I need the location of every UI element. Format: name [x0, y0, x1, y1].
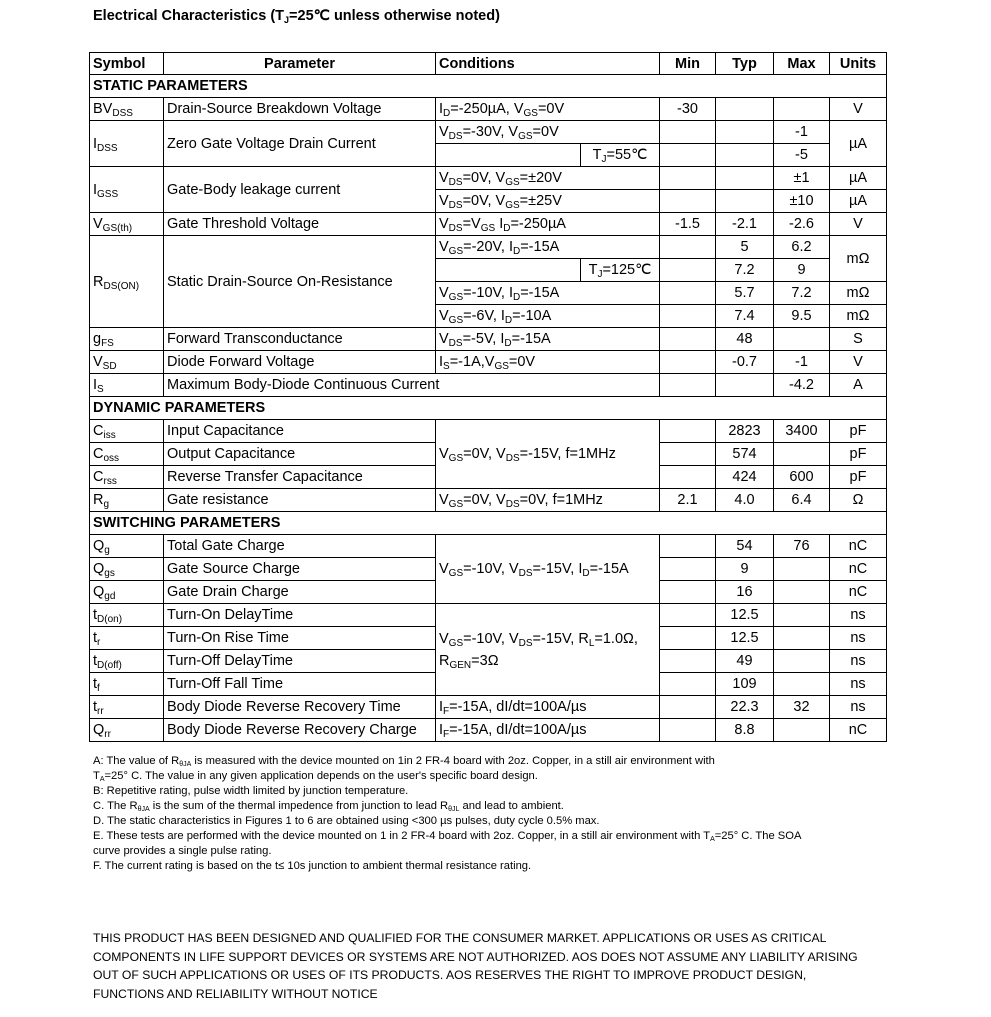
conditions-cell: $V_{GS}=-10V$, $V_{DS}=-15V$, $I_D=-15A$ — [436, 535, 660, 604]
conditions-cell: $I_F=-15A$, dI/dt=100A/µs — [436, 696, 660, 719]
units-cell: V — [830, 351, 887, 374]
max-cell: 7.2 — [774, 282, 830, 305]
min-cell — [660, 535, 716, 558]
conditions-cell: $I_D=-250\mu A$, $V_{GS}=0V$ — [436, 98, 660, 121]
disclaimer-line: COMPONENTS IN LIFE SUPPORT DEVICES OR SYSTEMS ARE NOT AUTHORIZED. AOS DOES NOT ASSUME ANY LIABILITY ARISING — [93, 949, 858, 964]
units-cell: mΩ — [830, 305, 887, 328]
max-cell — [774, 719, 830, 742]
parameter-cell: Gate Threshold Voltage — [164, 213, 436, 236]
symbol-cell: $R_g$ — [90, 489, 164, 512]
conditions-cell: $V_{GS}=-6V$, $I_D=-10A$ — [436, 305, 660, 328]
typ-cell: 109 — [716, 673, 774, 696]
disclaimer-line: THIS PRODUCT HAS BEEN DESIGNED AND QUALIFIED FOR THE CONSUMER MARKET. APPLICATIONS OR USES AS CRITICAL — [93, 931, 827, 945]
table-row — [90, 696, 887, 719]
typ-cell: 7.4 — [716, 305, 774, 328]
min-cell — [660, 466, 716, 489]
parameter-cell: Drain-Source Breakdown Voltage — [164, 98, 436, 121]
min-cell — [660, 420, 716, 443]
max-cell: -5 — [774, 144, 830, 167]
min-cell — [660, 167, 716, 190]
symbol-cell: $Q_g$ — [90, 535, 164, 558]
max-cell: 9.5 — [774, 305, 830, 328]
units-cell: pF — [830, 420, 887, 443]
table-row — [90, 489, 887, 512]
max-cell: 76 — [774, 535, 830, 558]
symbol-cell: $V_{GS(th)}$ — [90, 213, 164, 236]
parameter-cell: Turn-On Rise Time — [164, 627, 436, 650]
symbol-cell: $t_r$ — [90, 627, 164, 650]
min-cell — [660, 351, 716, 374]
units-cell: mΩ — [830, 282, 887, 305]
max-cell: -2.6 — [774, 213, 830, 236]
units-cell: ns — [830, 696, 887, 719]
conditions-cell: $V_{GS}=-20V$, $I_D=-15A$ — [436, 236, 660, 259]
units-cell: nC — [830, 558, 887, 581]
max-cell: 6.2 — [774, 236, 830, 259]
typ-cell: -2.1 — [716, 213, 774, 236]
header-min: Min — [660, 53, 716, 75]
parameter-cell: Gate-Body leakage current — [164, 167, 436, 213]
symbol-cell: $I_{GSS}$ — [90, 167, 164, 213]
table-row — [90, 236, 887, 259]
conditions-cell: $V_{GS}=-10V$, $V_{DS}=-15V$, $R_L=1.0\Omega$, $R_{GEN}=3\Omega$ — [436, 604, 660, 696]
table-row — [90, 604, 887, 627]
min-cell — [660, 650, 716, 673]
section-switching: SWITCHING PARAMETERS — [90, 512, 887, 535]
units-cell: Ω — [830, 489, 887, 512]
parameter-cell: Turn-Off DelayTime — [164, 650, 436, 673]
max-cell — [774, 581, 830, 604]
symbol-cell: $I_S$ — [90, 374, 164, 397]
parameter-cell: Gate resistance — [164, 489, 436, 512]
typ-cell: 54 — [716, 535, 774, 558]
min-cell: 2.1 — [660, 489, 716, 512]
units-cell: pF — [830, 443, 887, 466]
symbol-cell: $I_{DSS}$ — [90, 121, 164, 167]
typ-cell — [716, 121, 774, 144]
header-typ: Typ — [716, 53, 774, 75]
symbol-cell: $Q_{gd}$ — [90, 581, 164, 604]
typ-cell: 49 — [716, 650, 774, 673]
conditions-tj-cell: $T_J=55℃$ — [581, 144, 660, 167]
units-cell: A — [830, 374, 887, 397]
footnote-f: F. The current rating is based on the t≤ 10s junction to ambient thermal resistance rating. — [93, 860, 532, 872]
units-cell: V — [830, 213, 887, 236]
max-cell: 6.4 — [774, 489, 830, 512]
header-symbol: Symbol — [90, 53, 164, 75]
disclaimer-line: FUNCTIONS AND RELIABILITY WITHOUT NOTICE — [93, 986, 378, 1001]
disclaimer — [93, 929, 893, 1003]
parameter-cell: Reverse Transfer Capacitance — [164, 466, 436, 489]
units-cell: nC — [830, 719, 887, 742]
conditions-cell: $V_{GS}=-10V$, $I_D=-15A$ — [436, 282, 660, 305]
max-cell — [774, 627, 830, 650]
typ-cell: 424 — [716, 466, 774, 489]
min-cell — [660, 443, 716, 466]
table-row — [90, 719, 887, 742]
typ-cell: -0.7 — [716, 351, 774, 374]
typ-cell: 4.0 — [716, 489, 774, 512]
footnote-e: E. These tests are performed with the device mounted on 1 in 2 FR-4 board with 2oz. Copper, in a still air environment with $T_A=25^\circ$ C. The SOA — [93, 830, 802, 843]
max-cell: ±10 — [774, 190, 830, 213]
table-row — [90, 535, 887, 558]
table-row — [90, 98, 887, 121]
table-row — [90, 213, 887, 236]
parameter-cell: Body Diode Reverse Recovery Time — [164, 696, 436, 719]
symbol-cell: $t_f$ — [90, 673, 164, 696]
parameter-cell: Body Diode Reverse Recovery Charge — [164, 719, 436, 742]
electrical-characteristics-table — [89, 52, 887, 742]
max-cell: 32 — [774, 696, 830, 719]
typ-cell: 5.7 — [716, 282, 774, 305]
table-row — [90, 420, 887, 443]
symbol-cell: $t_{rr}$ — [90, 696, 164, 719]
header-units: Units — [830, 53, 887, 75]
units-cell: V — [830, 98, 887, 121]
typ-cell — [716, 190, 774, 213]
conditions-cell: $V_{GS}=0V$, $V_{DS}=-15V$, f=1MHz — [436, 420, 660, 489]
disclaimer-line: OUT OF SUCH APPLICATIONS OR USES OF ITS PRODUCTS. AOS RESERVES THE RIGHT TO IMPROVE PRODUCT DESIGN, — [93, 968, 807, 983]
footnote-d: D. The static characteristics in Figures 1 to 6 are obtained using <300 µs pulses, duty cycle 0.5% max. — [93, 815, 600, 827]
conditions-cell: $V_{DS}=V_{GS}$ $I_D=-250\mu A$ — [436, 213, 660, 236]
min-cell — [660, 673, 716, 696]
min-cell — [660, 696, 716, 719]
section-static: STATIC PARAMETERS — [90, 75, 887, 98]
section-dynamic: DYNAMIC PARAMETERS — [90, 397, 887, 420]
max-cell: 3400 — [774, 420, 830, 443]
parameter-cell: Maximum Body-Diode Continuous Current — [164, 374, 660, 397]
min-cell — [660, 719, 716, 742]
table-row — [90, 351, 887, 374]
conditions-blank — [436, 259, 581, 282]
symbol-cell: $g_{FS}$ — [90, 328, 164, 351]
units-cell: nC — [830, 581, 887, 604]
footnote-e-cont: curve provides a single pulse rating. — [93, 845, 272, 857]
parameter-cell: Forward Transconductance — [164, 328, 436, 351]
max-cell: 600 — [774, 466, 830, 489]
units-cell: S — [830, 328, 887, 351]
parameter-cell: Input Capacitance — [164, 420, 436, 443]
typ-cell — [716, 98, 774, 121]
min-cell — [660, 305, 716, 328]
max-cell: 9 — [774, 259, 830, 282]
typ-cell: 9 — [716, 558, 774, 581]
symbol-cell: $Q_{rr}$ — [90, 719, 164, 742]
min-cell — [660, 328, 716, 351]
min-cell — [660, 259, 716, 282]
conditions-cell: $V_{DS}=0V$, $V_{GS}=\pm 20V$ — [436, 167, 660, 190]
conditions-cell: $V_{DS}=0V$, $V_{GS}=\pm 25V$ — [436, 190, 660, 213]
footnote-a-cont: $T_A=25^\circ$ C. The value in any given application depends on the user's specific board design. — [93, 770, 538, 783]
units-cell: ns — [830, 650, 887, 673]
symbol-cell: $R_{DS(ON)}$ — [90, 236, 164, 328]
min-cell — [660, 236, 716, 259]
max-cell — [774, 604, 830, 627]
units-cell: µA — [830, 121, 887, 167]
footnotes — [93, 754, 893, 874]
section-row — [90, 75, 887, 98]
table-header-row — [90, 53, 887, 75]
typ-cell — [716, 167, 774, 190]
typ-cell: 574 — [716, 443, 774, 466]
parameter-cell: Turn-Off Fall Time — [164, 673, 436, 696]
symbol-cell: $Q_{gs}$ — [90, 558, 164, 581]
typ-cell: 2823 — [716, 420, 774, 443]
page-title: Electrical Characteristics ($T_J=25℃$ unless otherwise noted) — [93, 8, 500, 25]
table-row — [90, 121, 887, 144]
typ-cell: 8.8 — [716, 719, 774, 742]
typ-cell: 12.5 — [716, 627, 774, 650]
parameter-cell: Zero Gate Voltage Drain Current — [164, 121, 436, 167]
max-cell: -4.2 — [774, 374, 830, 397]
units-cell: ns — [830, 673, 887, 696]
parameter-cell: Gate Drain Charge — [164, 581, 436, 604]
table-row — [90, 374, 887, 397]
symbol-cell: $C_{rss}$ — [90, 466, 164, 489]
symbol-cell: $t_{D(off)}$ — [90, 650, 164, 673]
min-cell — [660, 374, 716, 397]
parameter-cell: Total Gate Charge — [164, 535, 436, 558]
parameter-cell: Output Capacitance — [164, 443, 436, 466]
units-cell: ns — [830, 604, 887, 627]
units-cell: nC — [830, 535, 887, 558]
conditions-cell: $I_S=-1A,V_{GS}=0V$ — [436, 351, 660, 374]
units-cell: µA — [830, 167, 887, 190]
conditions-tj-cell: $T_J=125℃$ — [581, 259, 660, 282]
units-cell: mΩ — [830, 236, 887, 282]
parameter-cell: Turn-On DelayTime — [164, 604, 436, 627]
min-cell: -30 — [660, 98, 716, 121]
symbol-cell: $C_{oss}$ — [90, 443, 164, 466]
typ-cell: 22.3 — [716, 696, 774, 719]
max-cell — [774, 673, 830, 696]
symbol-cell: $C_{iss}$ — [90, 420, 164, 443]
units-cell: pF — [830, 466, 887, 489]
footnote-b: B: Repetitive rating, pulse width limited by junction temperature. — [93, 785, 409, 797]
min-cell — [660, 190, 716, 213]
footnote-c: C. The $R_{\theta JA}$ is the sum of the thermal impedence from junction to lead $R_{\theta JL}$ and lead to ambient. — [93, 800, 564, 813]
section-row — [90, 512, 887, 535]
max-cell: -1 — [774, 121, 830, 144]
max-cell: -1 — [774, 351, 830, 374]
table-row — [90, 328, 887, 351]
min-cell — [660, 121, 716, 144]
section-row — [90, 397, 887, 420]
header-conditions: Conditions — [436, 53, 660, 75]
conditions-cell: $V_{DS}=-5V$, $I_D=-15A$ — [436, 328, 660, 351]
typ-cell: 48 — [716, 328, 774, 351]
max-cell — [774, 650, 830, 673]
max-cell: ±1 — [774, 167, 830, 190]
max-cell — [774, 98, 830, 121]
table-row — [90, 167, 887, 190]
symbol-cell: $t_{D(on)}$ — [90, 604, 164, 627]
typ-cell: 16 — [716, 581, 774, 604]
conditions-cell: $V_{DS}=-30V$, $V_{GS}=0V$ — [436, 121, 660, 144]
symbol-cell: $V_{SD}$ — [90, 351, 164, 374]
footnote-a: A: The value of $R_{\theta JA}$ is measured with the device mounted on 1in 2 FR-4 board with 2oz. Copper, in a still air environment with — [93, 755, 715, 768]
min-cell — [660, 604, 716, 627]
typ-cell: 7.2 — [716, 259, 774, 282]
min-cell: -1.5 — [660, 213, 716, 236]
conditions-cell: $V_{GS}=0V$, $V_{DS}=0V$, f=1MHz — [436, 489, 660, 512]
min-cell — [660, 144, 716, 167]
units-cell: µA — [830, 190, 887, 213]
max-cell — [774, 328, 830, 351]
typ-cell: 12.5 — [716, 604, 774, 627]
symbol-cell: $BV_{DSS}$ — [90, 98, 164, 121]
typ-cell: 5 — [716, 236, 774, 259]
min-cell — [660, 581, 716, 604]
conditions-blank — [436, 144, 581, 167]
max-cell — [774, 558, 830, 581]
max-cell — [774, 443, 830, 466]
min-cell — [660, 282, 716, 305]
parameter-cell: Static Drain-Source On-Resistance — [164, 236, 436, 328]
typ-cell — [716, 374, 774, 397]
parameter-cell: Gate Source Charge — [164, 558, 436, 581]
min-cell — [660, 558, 716, 581]
header-max: Max — [774, 53, 830, 75]
min-cell — [660, 627, 716, 650]
conditions-cell: $I_F=-15A$, dI/dt=100A/µs — [436, 719, 660, 742]
parameter-cell: Diode Forward Voltage — [164, 351, 436, 374]
header-parameter: Parameter — [164, 53, 436, 75]
units-cell: ns — [830, 627, 887, 650]
typ-cell — [716, 144, 774, 167]
